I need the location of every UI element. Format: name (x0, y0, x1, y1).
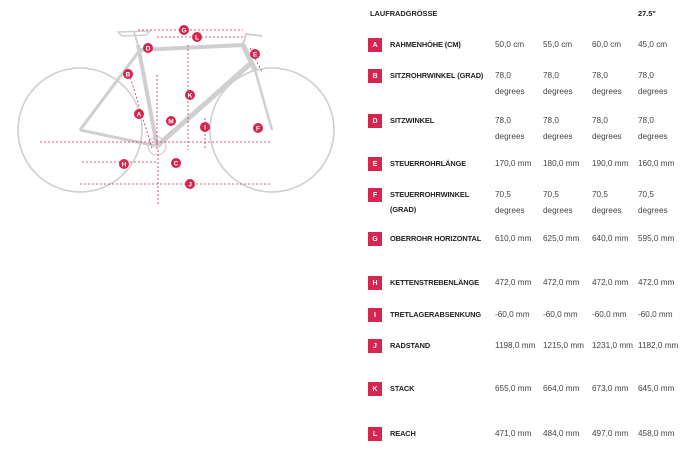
row-value-size-3: 673,0 mm (592, 384, 629, 393)
row-value-size-1: 78,0 degrees (495, 116, 525, 141)
wheel-size-heading: LAUFRADGRÖSSE (370, 9, 438, 18)
row-value-size-3: 60,0 cm (592, 40, 622, 49)
row-value-size-3: 497,0 mm (592, 429, 629, 438)
row-value-size-4: -60,0 mm (638, 310, 673, 319)
row-letter-badge: K (368, 382, 382, 396)
row-label: STEUERROHRLÄNGE (390, 159, 467, 168)
row-label: STEUERROHRWINKEL (GRAD) (390, 190, 470, 214)
row-value-size-4: 595,0 mm (638, 234, 675, 243)
row-value-size-3: 190,0 mm (592, 159, 629, 168)
svg-text:K: K (187, 92, 193, 100)
row-letter-badge: I (368, 308, 382, 322)
row-value-size-3: 78,0 degrees (592, 116, 622, 141)
row-value-size-2: 625,0 mm (543, 234, 580, 243)
row-value-size-4: 472,0 mm (638, 278, 675, 287)
svg-text:L: L (195, 34, 199, 42)
row-value-size-2: 1215,0 mm (543, 341, 584, 350)
row-value-size-3: 70,5 degrees (592, 190, 622, 215)
row-label: REACH (390, 429, 416, 438)
svg-text:A: A (136, 111, 142, 119)
row-value-size-2: 484,0 mm (543, 429, 580, 438)
row-label: SITZWINKEL (390, 116, 435, 125)
svg-text:B: B (125, 71, 131, 79)
row-value-size-1: -60,0 mm (495, 310, 530, 319)
row-value-size-3: 640,0 mm (592, 234, 629, 243)
row-letter-badge: B (368, 69, 382, 83)
row-letter-badge: H (368, 276, 382, 290)
row-value-size-1: 78,0 degrees (495, 71, 525, 96)
row-label: TRETLAGERABSENKUNG (390, 310, 481, 319)
row-value-size-2: 664,0 mm (543, 384, 580, 393)
row-value-size-2: 180,0 mm (543, 159, 580, 168)
row-letter-badge: G (368, 232, 382, 246)
svg-text:E: E (252, 51, 258, 59)
row-value-size-1: 471,0 mm (495, 429, 532, 438)
svg-text:D: D (145, 45, 151, 53)
row-value-size-1: 50,0 cm (495, 40, 525, 49)
svg-text:G: G (181, 27, 187, 35)
row-value-size-2: -60,0 mm (543, 310, 578, 319)
row-label: RAHMENHÖHE (CM) (390, 40, 461, 49)
svg-text:J: J (188, 181, 192, 189)
wheel-size-value: 27.5" (638, 9, 656, 18)
row-value-size-4: 78,0 degrees (638, 71, 668, 96)
row-value-size-4: 45,0 cm (638, 40, 668, 49)
svg-text:I: I (204, 124, 206, 132)
row-letter-badge: E (368, 157, 382, 171)
row-label: KETTENSTREBENLÄNGE (390, 278, 479, 287)
row-letter-badge: F (368, 188, 382, 202)
row-value-size-4: 1182,0 mm (638, 341, 679, 350)
bike-geometry-diagram (0, 0, 355, 230)
row-label: RADSTAND (390, 341, 431, 350)
row-letter-badge: L (368, 427, 382, 441)
row-value-size-2: 55,0 cm (543, 40, 573, 49)
row-letter-badge: J (368, 339, 382, 353)
svg-text:F: F (256, 125, 260, 133)
row-value-size-2: 472,0 mm (543, 278, 580, 287)
row-value-size-1: 472,0 mm (495, 278, 532, 287)
row-value-size-1: 655,0 mm (495, 384, 532, 393)
row-value-size-4: 78,0 degrees (638, 116, 668, 141)
row-value-size-2: 78,0 degrees (543, 116, 573, 141)
row-letter-badge: D (368, 114, 382, 128)
row-value-size-3: -60,0 mm (592, 310, 627, 319)
row-value-size-4: 645,0 mm (638, 384, 675, 393)
row-value-size-2: 70,5 degrees (543, 190, 573, 215)
row-value-size-4: 70,5 degrees (638, 190, 668, 215)
row-value-size-1: 70,5 degrees (495, 190, 525, 215)
row-value-size-3: 78,0 degrees (592, 71, 622, 96)
row-letter-badge: A (368, 38, 382, 52)
row-value-size-3: 472,0 mm (592, 278, 629, 287)
svg-text:M: M (168, 118, 174, 126)
row-value-size-2: 78,0 degrees (543, 71, 573, 96)
row-value-size-1: 1198,0 mm (495, 341, 536, 350)
row-value-size-1: 170,0 mm (495, 159, 532, 168)
row-value-size-3: 1231,0 mm (592, 341, 633, 350)
row-value-size-4: 458,0 mm (638, 429, 675, 438)
row-label: OBERROHR HORIZONTAL (390, 234, 482, 243)
row-value-size-4: 160,0 mm (638, 159, 675, 168)
row-label: STACK (390, 384, 415, 393)
svg-text:H: H (121, 161, 127, 169)
svg-text:C: C (173, 160, 179, 168)
row-label: SITZROHRWINKEL (GRAD) (390, 71, 484, 80)
row-value-size-1: 610,0 mm (495, 234, 532, 243)
